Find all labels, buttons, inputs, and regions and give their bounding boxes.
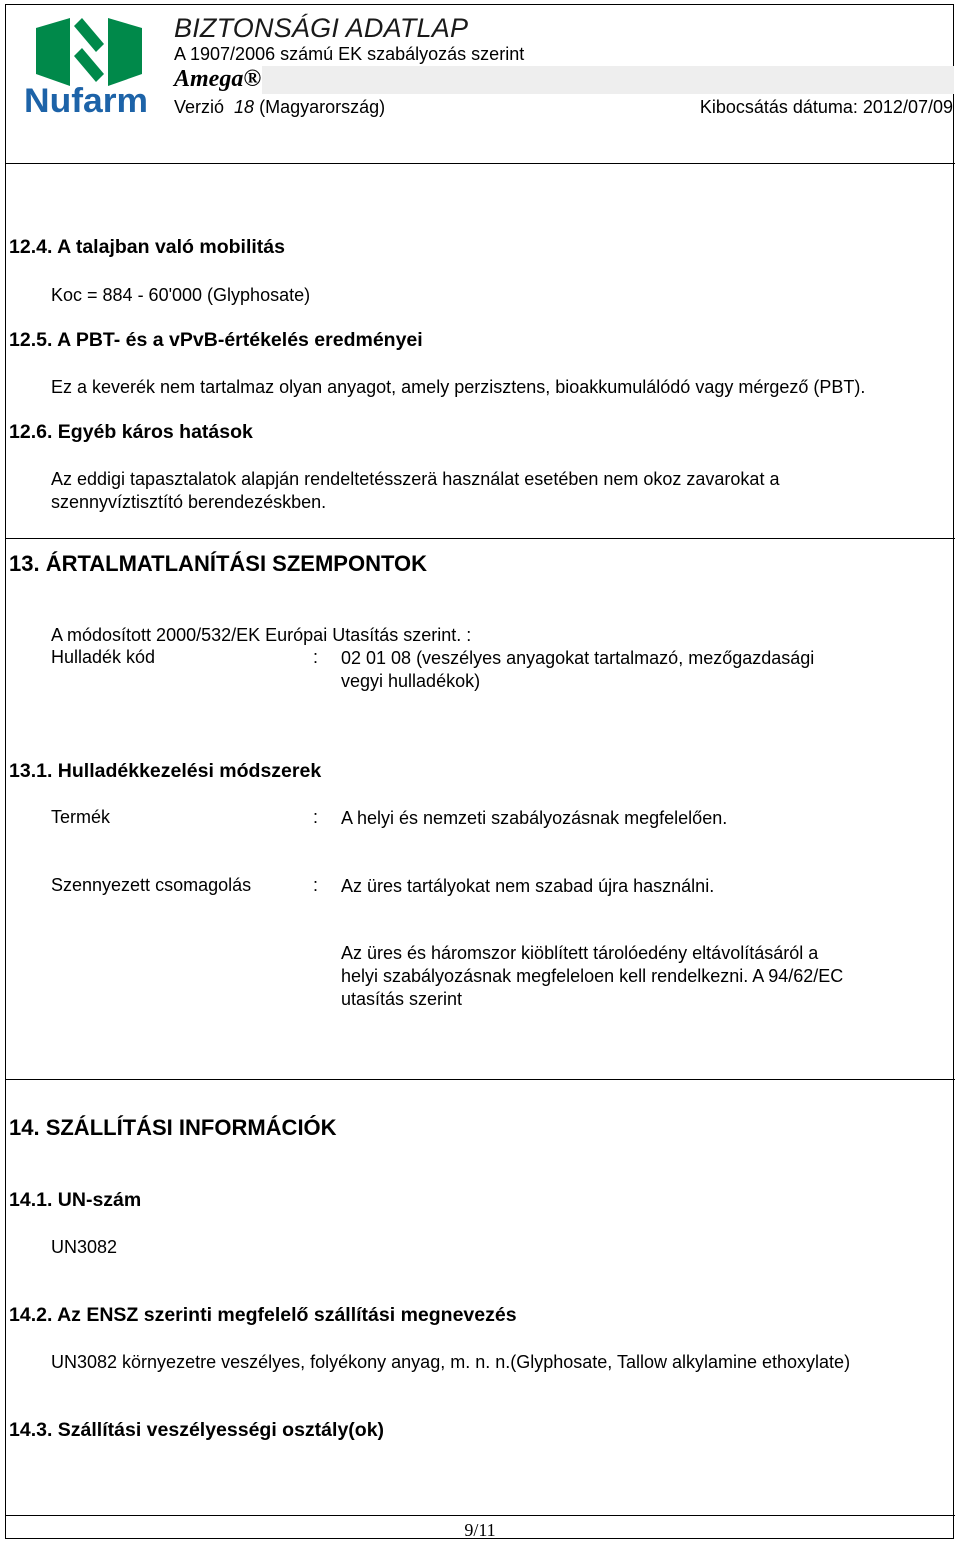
section-divider <box>5 538 955 539</box>
product-name: Amega® <box>174 66 262 92</box>
document-title: BIZTONSÁGI ADATLAP <box>174 13 469 43</box>
product-disposal-label: Termék <box>51 807 111 827</box>
section-14-1-heading: 14.1. UN-szám <box>9 1189 142 1211</box>
product-bar <box>262 66 954 94</box>
packaging-note-line1: Az üres és háromszor kiöblített tárolóedény eltávolításáról a <box>341 943 819 963</box>
section-13-1-heading: 13.1. Hulladékkezelési módszerek <box>9 760 322 782</box>
packaging-note-line3: utasítás szerint <box>341 989 463 1009</box>
section-14-heading: 14. SZÁLLÍTÁSI INFORMÁCIÓK <box>9 1115 337 1140</box>
section-12-6-text-line1: Az eddigi tapasztalatok alapján rendeltetésszerä használat esetében nem okoz zavarokat a <box>51 469 780 489</box>
section-14-1-text: UN3082 <box>51 1237 118 1257</box>
section-12-4-text: Koc = 884 - 60'000 (Glyphosate) <box>51 285 311 305</box>
waste-code-label: Hulladék kód <box>51 647 156 667</box>
section-14-3-heading: 14.3. Szállítási veszélyességi osztály(ok) <box>9 1419 385 1441</box>
version-country: (Magyarország) <box>259 97 386 117</box>
section-12-6-heading: 12.6. Egyéb káros hatások <box>9 421 253 443</box>
nufarm-logo <box>22 14 152 124</box>
section-12-4-heading: 12.4. A talajban való mobilitás <box>9 236 285 258</box>
product-disposal-value: A helyi és nemzeti szabályozásnak megfelelően. <box>341 808 728 828</box>
packaging-note-line2: helyi szabályozásnak megfeleloen kell rendelkezni. A 94/62/EC <box>341 966 844 986</box>
colon: : <box>313 647 319 667</box>
section-divider <box>5 1079 955 1080</box>
packaging-label: Szennyezett csomagolás <box>51 875 252 895</box>
svg-text:Nufarm: Nufarm <box>24 82 148 120</box>
footer-divider <box>5 1515 955 1516</box>
header-divider <box>5 163 955 164</box>
section-12-6-text-line2: szennyvíztisztító berendezéskben. <box>51 492 327 512</box>
waste-code-value-line1: 02 01 08 (veszélyes anyagokat tartalmazó, mezőgazdasági <box>341 648 815 668</box>
section-13-directive: A módosított 2000/532/EK Európai Utasítás szerint. : <box>51 625 472 645</box>
section-14-2-heading: 14.2. Az ENSZ szerinti megfelelő szállítási megnevezés <box>9 1304 517 1326</box>
issue-date: Kibocsátás dátuma: 2012/07/09 <box>699 97 953 117</box>
regulation-text: A 1907/2006 számú EK szabályozás szerint <box>174 44 525 64</box>
version-number: 18 <box>234 97 255 117</box>
section-12-5-text: Ez a keverék nem tartalmaz olyan anyagot, amely perzisztens, bioakkumulálódó vagy mérgező (PBT). <box>51 377 866 397</box>
colon: : <box>313 807 319 827</box>
version-info <box>174 97 385 118</box>
page-number: 9/11 <box>464 1520 496 1540</box>
version-label: Verzió <box>174 97 225 117</box>
colon: : <box>313 875 319 895</box>
section-14-2-text: UN3082 környezetre veszélyes, folyékony anyag, m. n. n.(Glyphosate, Tallow alkylamine ethoxylate) <box>51 1352 851 1372</box>
waste-code-value-line2: vegyi hulladékok) <box>341 671 481 691</box>
packaging-value: Az üres tartályokat nem szabad újra használni. <box>341 876 715 896</box>
section-12-5-heading: 12.5. A PBT- és a vPvB-értékelés eredményei <box>9 329 423 351</box>
section-13-heading: 13. ÁRTALMATLANÍTÁSI SZEMPONTOK <box>9 551 427 576</box>
